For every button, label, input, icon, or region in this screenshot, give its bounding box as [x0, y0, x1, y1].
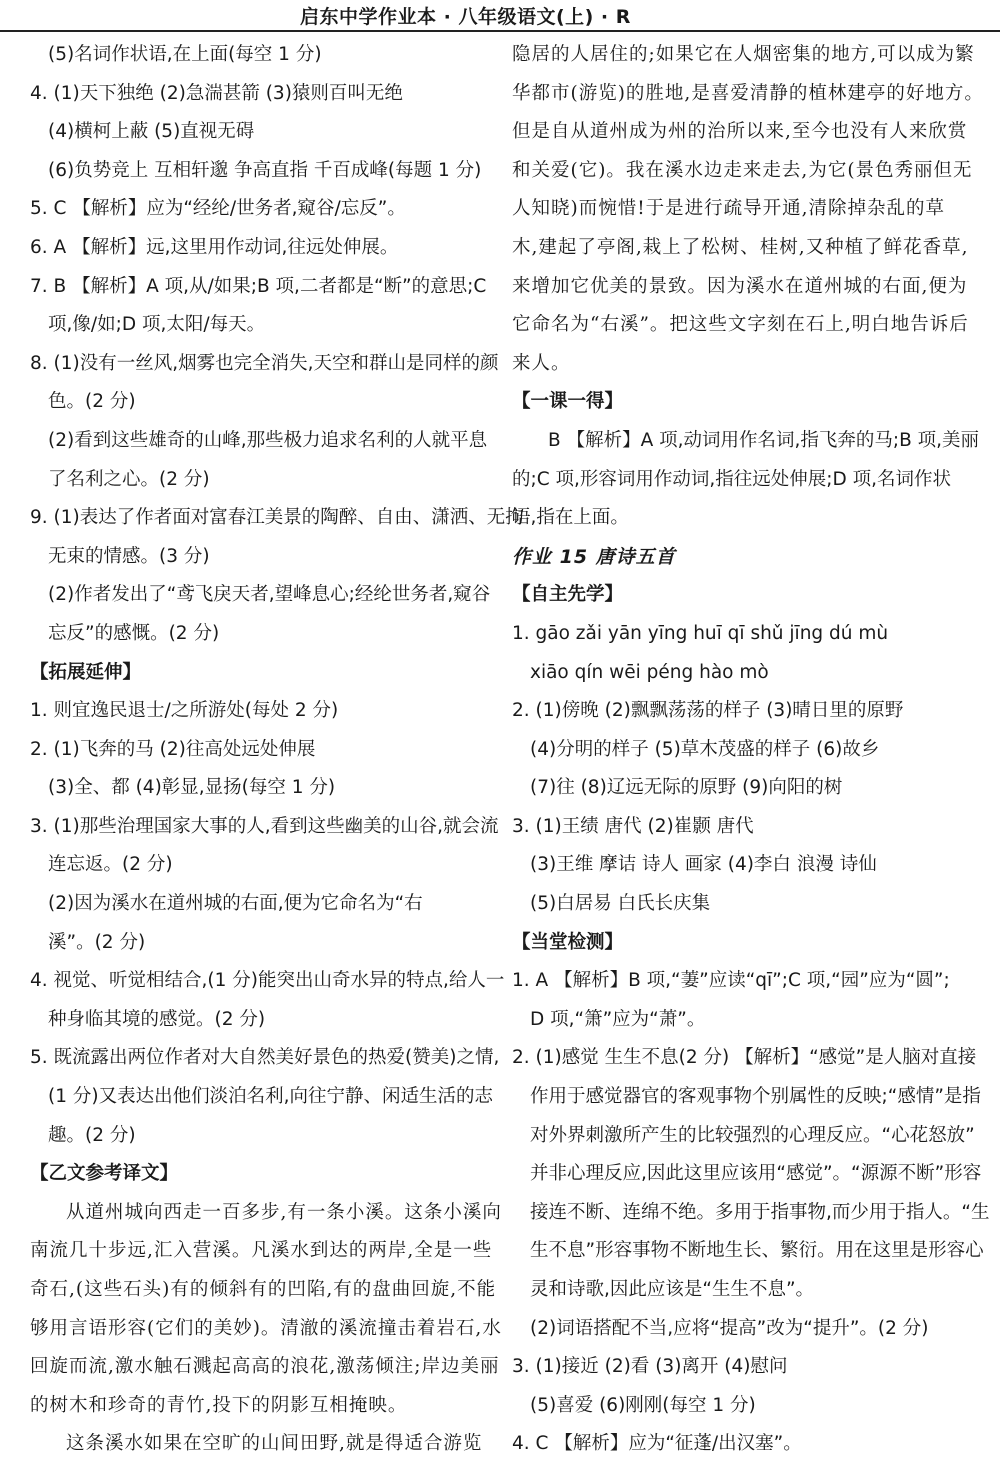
- right-line: 木,建起了亭阁,栽上了松树、桂树,又种植了鲜花香草,: [512, 236, 969, 258]
- left-line: 回旋而流,激水触石溅起高高的浪花,激荡倾注;岸边美丽: [30, 1356, 500, 1378]
- right-line: 和关爱(它)。我在溪水边走来走去,为它(景色秀丽但无: [512, 159, 973, 181]
- left-line: 连忘返。(2 分): [48, 854, 173, 876]
- left-line: 7. B 【解析】A 项,从/如果;B 项,二者都是“断”的意思;C: [30, 275, 487, 297]
- left-line: 2. (1)飞奔的马 (2)往高处远处伸展: [30, 738, 316, 760]
- right-line: 语,指在上面。: [512, 507, 629, 529]
- right-line: 人知晓)而惋惜!于是进行疏导开通,清除掉杂乱的草: [512, 198, 946, 220]
- right-line: 来人。: [512, 352, 571, 374]
- right-line: 来增加它优美的景致。因为溪水在道州城的右面,便为: [512, 275, 968, 297]
- left-line: 8. (1)没有一丝风,烟雾也完全消失,天空和群山是同样的颜: [30, 352, 499, 374]
- right-line: 1. gāo zǎi yān yīng huī qī shǔ jīng dú mù: [512, 622, 889, 644]
- left-line: (4)横柯上蔽 (5)直视无碍: [48, 121, 255, 143]
- right-line: 对外界刺激所产生的比较强烈的心理反应。“心花怒放”: [530, 1124, 975, 1146]
- left-line: 溪”。(2 分): [48, 931, 146, 953]
- left-line: 4. (1)天下独绝 (2)急湍甚箭 (3)猿则百叫无绝: [30, 82, 403, 104]
- right-line: 隐居的人居住的;如果它在人烟密集的地方,可以成为繁: [512, 44, 975, 65]
- right-line: 【一课一得】: [512, 391, 624, 413]
- right-line: (3)王维 摩诘 诗人 画家 (4)李白 浪漫 诗仙: [530, 854, 877, 876]
- right-line: D 项,“箫”应为“萧”。: [530, 1008, 706, 1030]
- left-line: 无束的情感。(3 分): [48, 545, 210, 567]
- right-line: 并非心理反应,因此这里应该用“感觉”。“源源不断”形容: [530, 1163, 982, 1185]
- left-line: 【乙文参考译文】: [30, 1163, 179, 1185]
- left-line: 的树木和珍奇的青竹,投下的阴影互相掩映。: [30, 1394, 408, 1416]
- left-line: 从道州城向西走一百多步,有一条小溪。这条小溪向: [66, 1201, 502, 1223]
- right-line: 1. A 【解析】B 项,“萋”应读“qī”;C 项,“园”应为“圆”;: [512, 970, 950, 992]
- right-line: 3. (1)王绩 唐代 (2)崔颢 唐代: [512, 815, 754, 837]
- left-line: 种身临其境的感觉。(2 分): [48, 1008, 266, 1030]
- left-line: 了名利之心。(2 分): [48, 468, 210, 490]
- left-line: 3. (1)那些治理国家大事的人,看到这些幽美的山谷,就会流: [30, 815, 499, 837]
- right-line: 它命名为“右溪”。把这些文字刻在石上,明白地告诉后: [512, 314, 969, 336]
- left-line: (1 分)又表达出他们淡泊名利,向往宁静、闲适生活的志: [48, 1086, 493, 1108]
- right-line: 作用于感觉器官的客观事物个别属性的反映;“感情”是指: [530, 1086, 981, 1108]
- right-line: (5)白居易 白氏长庆集: [530, 893, 711, 915]
- left-line: 奇石,(这些石头)有的倾斜有的凹陷,有的盘曲回旋,不能: [30, 1279, 497, 1300]
- left-line: (2)因为溪水在道州城的右面,便为它命名为“右: [48, 893, 423, 915]
- right-column: [512, 36, 990, 1464]
- left-line: 6. A 【解析】远,这里用作动词,往远处伸展。: [30, 236, 399, 258]
- page-header: [0, 0, 1000, 32]
- right-line: 【自主先学】: [512, 584, 624, 606]
- left-line: 项,像/如;D 项,太阳/每天。: [48, 314, 266, 336]
- right-line: 接连不断、连绵不绝。多用于指事物,而少用于指人。“生: [530, 1201, 990, 1223]
- left-line: 5. 既流露出两位作者对大自然美好景色的热爱(赞美)之情,: [30, 1047, 500, 1069]
- right-line: B 【解析】A 项,动词用作名词,指飞奔的马;B 项,美丽: [548, 429, 980, 451]
- left-line: (6)负势竞上 互相轩邈 争高直指 千百成峰(每题 1 分): [48, 159, 482, 181]
- right-line: 2. (1)感觉 生生不息(2 分) 【解析】“感觉”是人脑对直接: [512, 1047, 977, 1069]
- right-line: (2)词语搭配不当,应将“提高”改为“提升”。(2 分): [530, 1317, 929, 1339]
- left-line: 南流几十步远,汇入营溪。凡溪水到达的两岸,全是一些: [30, 1240, 493, 1262]
- right-line: 4. C 【解析】应为“征蓬/出汉塞”。: [512, 1433, 802, 1455]
- header-title: 启东中学作业本 · 八年级语文(上) · R: [300, 6, 631, 28]
- left-column: [30, 36, 524, 1464]
- right-line: (4)分明的样子 (5)草木茂盛的样子 (6)故乡: [530, 738, 880, 760]
- left-line: (3)全、都 (4)彰显,显扬(每空 1 分): [48, 777, 336, 799]
- left-line: 4. 视觉、听觉相结合,(1 分)能突出山奇水异的特点,给人一: [30, 970, 505, 992]
- left-line: (2)看到这些雄奇的山峰,那些极力追求名利的人就平息: [48, 429, 488, 451]
- left-line: 5. C 【解析】应为“经纶/世务者,窥谷/忘反”。: [30, 198, 406, 220]
- right-line: 2. (1)傍晚 (2)飘飘荡荡的样子 (3)晴日里的原野: [512, 700, 904, 722]
- right-line: 华都市(游览)的胜地,是喜爱清静的植林建亭的好地方。: [512, 82, 984, 104]
- left-line: 趣。(2 分): [48, 1124, 136, 1146]
- right-line: 生不息”形容事物不断地生长、繁衍。用在这里是形容心: [530, 1240, 984, 1262]
- left-line: 1. 则宜逸民退士/之所游处(每处 2 分): [30, 700, 339, 722]
- right-line: 但是自从道州成为州的治所以来,至今也没有人来欣赏: [512, 121, 968, 143]
- left-line: (5)名词作状语,在上面(每空 1 分): [48, 44, 322, 65]
- left-line: 9. (1)表达了作者面对富春江美景的陶醉、自由、潇洒、无拘: [30, 507, 524, 529]
- right-line: xiāo qín wēi péng hào mò: [530, 661, 769, 683]
- left-line: 忘反”的感慨。(2 分): [48, 622, 220, 644]
- left-line: 色。(2 分): [48, 391, 136, 413]
- right-line: (7)往 (8)辽远无际的原野 (9)向阳的树: [530, 777, 843, 799]
- right-line: 3. (1)接近 (2)看 (3)离开 (4)慰问: [512, 1356, 788, 1378]
- right-line: 【当堂检测】: [512, 931, 624, 953]
- left-line: 【拓展延伸】: [30, 661, 142, 683]
- right-line: 的;C 项,形容词用作动词,指往远处伸展;D 项,名词作状: [512, 468, 952, 490]
- left-line: (2)作者发出了“鸢飞戾天者,望峰息心;经纶世务者,窥谷: [48, 584, 491, 606]
- right-line: 作业 15 唐诗五首: [512, 545, 676, 568]
- left-line: 这条溪水如果在空旷的山间田野,就是得适合游览: [66, 1433, 483, 1455]
- right-line: 灵和诗歌,因此应该是“生生不息”。: [530, 1279, 815, 1300]
- left-line: 够用言语形容(它们的美妙)。清澈的溪流撞击着岩石,水: [30, 1317, 502, 1339]
- right-line: (5)喜爱 (6)刚刚(每空 1 分): [530, 1394, 756, 1416]
